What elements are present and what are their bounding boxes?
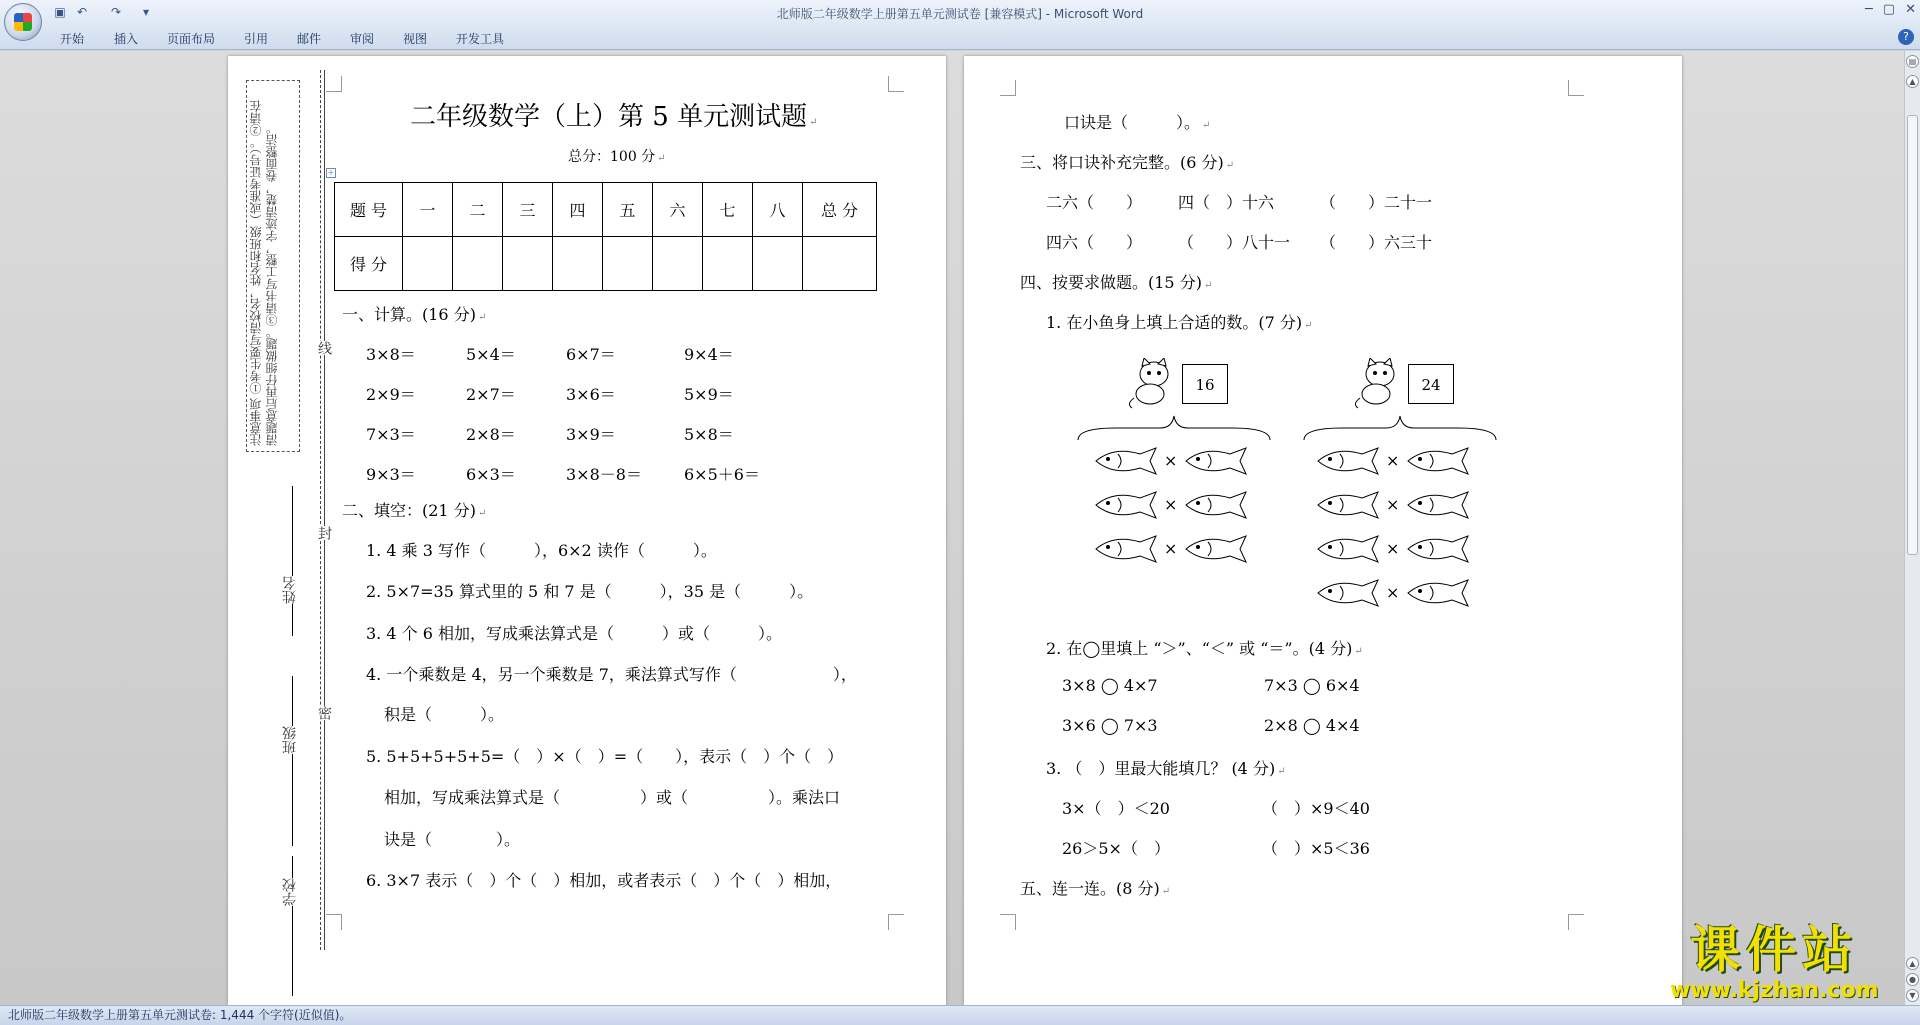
table-cell[interactable]: 三: [503, 183, 553, 237]
crop-mark: [326, 914, 342, 930]
table-cell[interactable]: [753, 237, 803, 291]
calc-item: 7×3＝: [366, 425, 416, 444]
fish-icon: [1406, 534, 1474, 568]
calc-item: 5×9＝: [684, 385, 734, 404]
question-2: 2. 5×7=35 算式里的 5 和 7 是（ ），35 是（ ）。: [366, 582, 814, 601]
crop-mark: [1568, 80, 1584, 96]
question-5-cont: 相加，写成乘法算式是（ ）或（ ）。乘法口: [384, 788, 841, 807]
times-sign: ×: [1164, 451, 1178, 470]
calc-item: 3×8＝: [366, 345, 416, 364]
school-line: [292, 856, 293, 996]
scroll-up-icon[interactable]: ▲: [1906, 75, 1919, 88]
fish-icon: [1316, 490, 1384, 524]
crop-mark: [1568, 914, 1584, 930]
kou-jue-item: 四六（ ）: [1046, 233, 1143, 252]
page-left: [228, 56, 946, 1005]
ribbon-tabs: [0, 24, 1920, 50]
table-cell[interactable]: [653, 237, 703, 291]
kou-jue-item: 二六（ ）: [1046, 193, 1143, 212]
number-box: 24: [1408, 364, 1454, 404]
table-cell[interactable]: [603, 237, 653, 291]
tab-home[interactable]: 开始: [60, 32, 85, 46]
part-1: 1. 在小鱼身上填上合适的数。(7 分) ↵: [1046, 313, 1313, 332]
customize-icon[interactable]: ▾: [142, 5, 150, 19]
crop-mark: [1000, 80, 1016, 96]
save-icon[interactable]: ▣: [54, 5, 66, 19]
part-2: 2. 在◯里填上 “＞”、“＜” 或 “＝”。(4 分) ↵: [1046, 639, 1363, 658]
page-title: 二年级数学（上）第 5 单元测试题 ↵: [410, 102, 818, 132]
calc-item: 2×8＝: [466, 425, 516, 444]
table-cell[interactable]: 总 分: [803, 183, 877, 237]
fish-icon: [1316, 534, 1384, 568]
previous-page-icon[interactable]: ▲: [1906, 957, 1919, 970]
crop-mark: [326, 76, 342, 92]
fish-icon: [1184, 446, 1252, 480]
office-button[interactable]: [4, 3, 42, 41]
maximize-icon[interactable]: ▢: [1882, 2, 1896, 17]
undo-icon[interactable]: ↶: [76, 5, 88, 19]
compare-item: 3×6 ◯ 7×3: [1062, 716, 1158, 735]
question-6: 6. 3×7 表示（ ）个（ ）相加，或者表示（ ）个（ ）相加，: [366, 871, 842, 890]
calc-item: 6×3＝: [466, 465, 516, 484]
table-move-icon[interactable]: +: [327, 168, 335, 177]
ruler-toggle-icon[interactable]: ▤: [1906, 55, 1919, 68]
calc-item: 3×8－8＝: [566, 465, 642, 484]
calc-item: 9×4＝: [684, 345, 734, 364]
table-cell[interactable]: 得 分: [335, 237, 403, 291]
table-cell[interactable]: 二: [453, 183, 503, 237]
question-3: 3. 4 个 6 相加，写成乘法算式是（ ）或（ ）。: [366, 624, 782, 643]
status-bar: [0, 1005, 1920, 1025]
table-cell[interactable]: [803, 237, 877, 291]
watermark-title: 课件站: [1690, 921, 1859, 979]
minimize-icon[interactable]: ─: [1864, 2, 1873, 17]
title-bar: [0, 0, 1920, 24]
fish-icon: [1316, 578, 1384, 612]
fish-icon: [1184, 534, 1252, 568]
table-cell[interactable]: 七: [703, 183, 753, 237]
side-school: 学校: [282, 878, 298, 906]
tab-mailings[interactable]: 邮件: [297, 32, 322, 46]
fill-item: 26＞5×（ ）: [1062, 839, 1170, 858]
table-cell[interactable]: [553, 237, 603, 291]
times-sign: ×: [1386, 583, 1400, 602]
tab-view[interactable]: 视图: [403, 32, 428, 46]
calc-item: 9×3＝: [366, 465, 416, 484]
question-1: 1. 4 乘 3 写作（ ），6×2 读作（ ）。: [366, 541, 717, 560]
compare-item: 2×8 ◯ 4×4: [1264, 716, 1360, 735]
table-cell[interactable]: 题 号: [335, 183, 403, 237]
next-page-icon[interactable]: ▼: [1906, 989, 1919, 1002]
table-row: [335, 183, 877, 237]
window-controls: [1865, 2, 1916, 17]
section-3-heading: 三、将口诀补充完整。(6 分) ↵: [1020, 153, 1235, 172]
calc-item: 5×8＝: [684, 425, 734, 444]
right-brace: [1302, 414, 1498, 444]
q6-cont: 口诀是（ ）。 ↵: [1064, 113, 1211, 132]
class-line: [292, 676, 293, 846]
total-score: 总分：100 分 ↵: [568, 149, 666, 165]
fill-item: 3×（ ）＜20: [1062, 799, 1170, 818]
question-5: 5. 5+5+5+5+5=（ ）×（ ）=（ ），表示（ ）个（ ）: [366, 747, 844, 766]
watermark-url: www.kjzhan.com: [1670, 978, 1879, 1003]
tab-insert[interactable]: 插入: [114, 32, 139, 46]
compare-item: 3×8 ◯ 4×7: [1062, 676, 1158, 695]
crop-mark: [1000, 914, 1016, 930]
calc-item: 6×5＋6＝: [684, 465, 760, 484]
question-4-cont: 积是（ ）。: [384, 705, 505, 724]
fish-icon: [1094, 534, 1162, 568]
kou-jue-item: （ ）六三十: [1320, 233, 1433, 252]
tab-page-layout[interactable]: 页面布局: [167, 32, 216, 46]
section-2-heading: 二、填空：(21 分) ↵: [342, 501, 487, 520]
select-browse-object-icon[interactable]: ●: [1906, 973, 1919, 986]
kou-jue-item: （ ）八十一: [1178, 233, 1291, 252]
help-icon[interactable]: ?: [1898, 29, 1914, 45]
cat-icon: [1350, 358, 1406, 410]
binding-line: [324, 70, 325, 950]
binding-line: [320, 70, 321, 950]
calc-item: 2×7＝: [466, 385, 516, 404]
fish-icon: [1406, 490, 1474, 524]
section-4-heading: 四、按要求做题。(15 分) ↵: [1020, 273, 1213, 292]
watermark-logo: [1670, 922, 1879, 1003]
table-row: [335, 237, 877, 291]
side-feng: 封: [316, 526, 332, 540]
tab-developer[interactable]: 开发工具: [456, 32, 505, 46]
fish-icon: [1406, 446, 1474, 480]
left-brace: [1076, 414, 1272, 444]
fish-icon: [1316, 446, 1384, 480]
tab-references[interactable]: 引用: [244, 32, 269, 46]
office-logo-icon: [14, 13, 32, 31]
score-table: [334, 182, 877, 291]
fish-icon: [1094, 490, 1162, 524]
times-sign: ×: [1164, 495, 1178, 514]
fill-item: （ ）×5＜36: [1262, 839, 1370, 858]
part-3: 3. （ ）里最大能填几？ (4 分) ↵: [1046, 759, 1286, 778]
vertical-scrollbar[interactable]: [1904, 51, 1920, 1005]
crop-mark: [888, 76, 904, 92]
table-cell[interactable]: [403, 237, 453, 291]
table-cell[interactable]: 八: [753, 183, 803, 237]
times-sign: ×: [1386, 539, 1400, 558]
table-cell[interactable]: 五: [603, 183, 653, 237]
page-right: [964, 56, 1682, 1005]
table-cell[interactable]: [453, 237, 503, 291]
calc-item: 3×9＝: [566, 425, 616, 444]
calc-item: 6×7＝: [566, 345, 616, 364]
scrollbar-thumb[interactable]: [1907, 115, 1918, 555]
table-cell[interactable]: [703, 237, 753, 291]
fish-icon: [1406, 578, 1474, 612]
close-icon[interactable]: ✕: [1905, 2, 1916, 17]
word-count-status[interactable]: 北师版二年级数学上册第五单元测试卷: 1,444 个字符(近似值)。: [8, 1008, 352, 1022]
table-cell[interactable]: 四: [553, 183, 603, 237]
table-cell[interactable]: 一: [403, 183, 453, 237]
side-class: 班级: [282, 726, 298, 754]
kou-jue-item: 四（ ）十六: [1178, 193, 1275, 212]
side-xian: 线: [316, 341, 332, 355]
cat-icon: [1124, 358, 1180, 410]
table-cell[interactable]: 六: [653, 183, 703, 237]
name-line: [292, 486, 293, 636]
section-1-heading: 一、计算。(16 分) ↵: [342, 305, 487, 324]
number-box: 16: [1182, 364, 1228, 404]
times-sign: ×: [1164, 539, 1178, 558]
side-mi: 密: [316, 706, 332, 720]
calc-item: 5×4＝: [466, 345, 516, 364]
notes-text: 注意事项 ①考生要写清校名，姓名和班级（或准考证号）。②请在清题意后再仔细做题。③请书写工整，字迹清楚，卷面整洁。: [249, 100, 279, 446]
side-name: 姓名: [282, 576, 298, 604]
calc-item: 2×9＝: [366, 385, 416, 404]
times-sign: ×: [1386, 451, 1400, 470]
crop-mark: [888, 914, 904, 930]
times-sign: ×: [1386, 495, 1400, 514]
kou-jue-item: （ ）二十一: [1320, 193, 1433, 212]
fish-icon: [1094, 446, 1162, 480]
fill-item: （ ）×9＜40: [1262, 799, 1370, 818]
tab-review[interactable]: 审阅: [350, 32, 375, 46]
question-5-cont2: 诀是（ ）。: [384, 830, 521, 849]
fish-icon: [1184, 490, 1252, 524]
compare-item: 7×3 ◯ 6×4: [1264, 676, 1360, 695]
calc-item: 3×6＝: [566, 385, 616, 404]
question-4: 4. 一个乘数是 4，另一个乘数是 7，乘法算式写作（ ），: [366, 665, 857, 684]
section-5-heading: 五、连一连。(8 分) ↵: [1020, 879, 1171, 898]
window-title: 北师版二年级数学上册第五单元测试卷 [兼容模式] - Microsoft Word: [776, 7, 1144, 21]
redo-icon[interactable]: ↷: [110, 5, 122, 19]
table-cell[interactable]: [503, 237, 553, 291]
